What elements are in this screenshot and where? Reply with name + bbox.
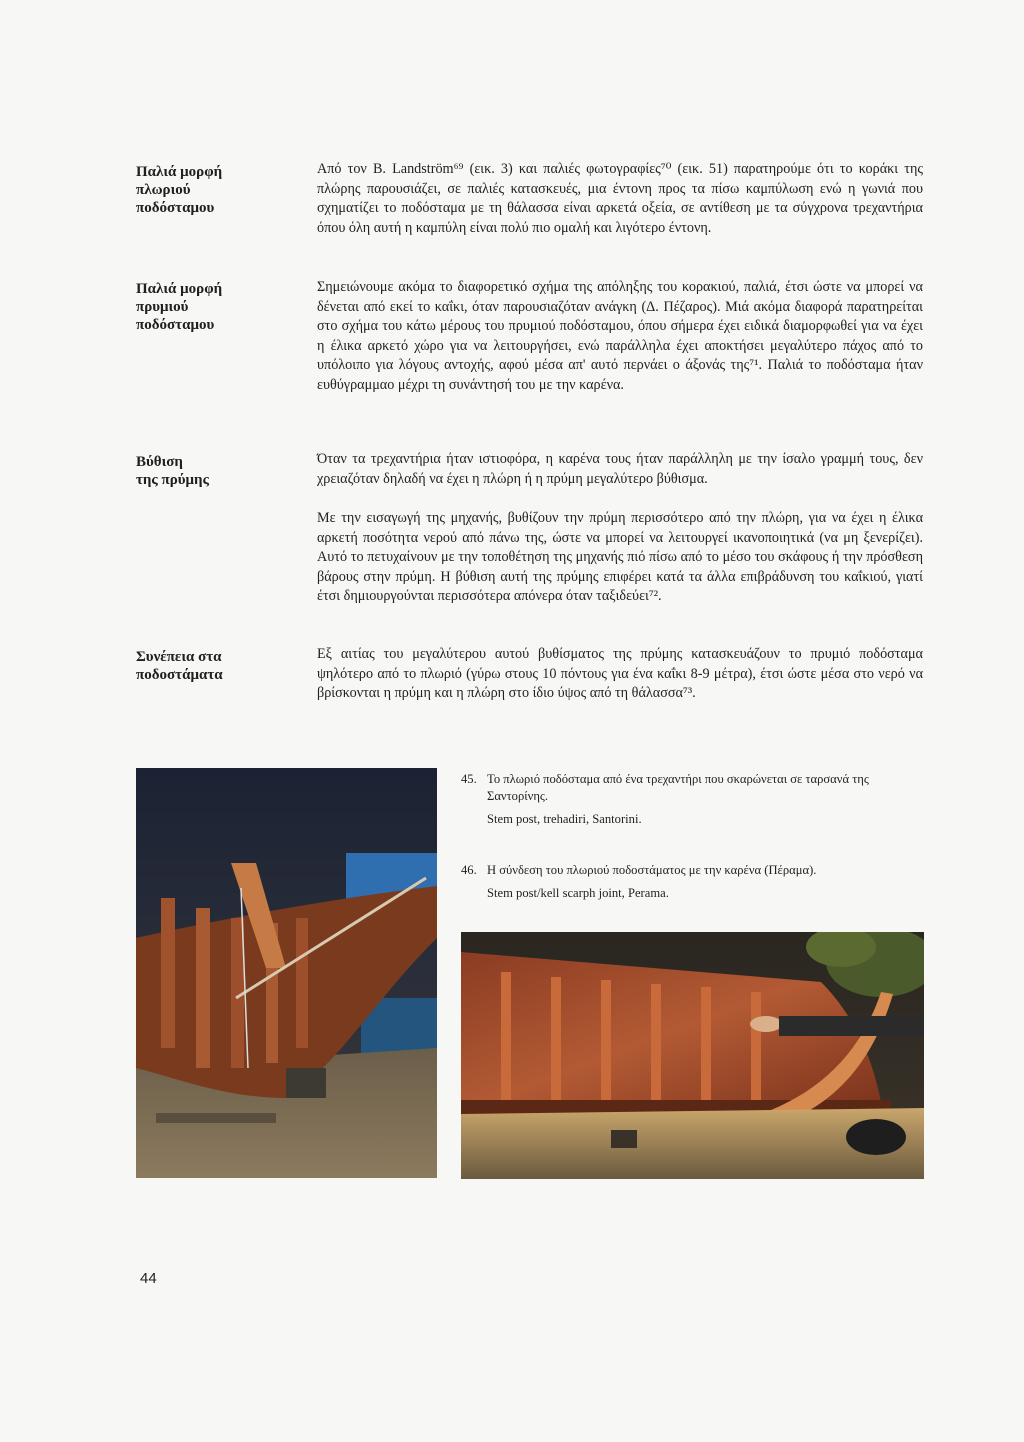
paragraph-1 bbox=[317, 160, 923, 238]
sidenote-stern-sinking bbox=[136, 453, 286, 489]
caption-english: Stem post/kell scarph joint, Perama. bbox=[487, 886, 669, 900]
caption-number: 46. bbox=[461, 863, 477, 877]
paragraph-3 bbox=[317, 450, 923, 489]
paragraph-5 bbox=[317, 645, 923, 704]
paragraph-text: Εξ αιτίας του μεγαλύτερου αυτού βυθίσματος της πρύμης κατασκευάζουν το πρυμιό ποδόσταμα ψηλότερο από το πλωριό (γύρω στους 10 πόντους για ένα καΐκι 8-9 μέτρα), έτσι ώστε μέσα στο νερό να βρίσκονται η πρύμη και η πλώρη στο ίδιο ύψος από τη θάλασσα⁷³. bbox=[317, 646, 923, 701]
sidenote-line: Παλιά μορφή bbox=[136, 281, 223, 297]
paragraph-2 bbox=[317, 278, 923, 395]
sidenote-old-bow-stem bbox=[136, 163, 286, 217]
caption-46 bbox=[461, 862, 931, 902]
photo-stem-keel-joint-perama bbox=[461, 932, 924, 1179]
sidenote-line: Συνέπεια στα bbox=[136, 649, 222, 665]
sidenote-line: της πρύμης bbox=[136, 472, 209, 488]
sidenote-line: πλωριού bbox=[136, 182, 191, 198]
caption-number: 45. bbox=[461, 772, 477, 786]
photo-stem-post-santorini bbox=[136, 768, 437, 1178]
paragraph-text: Όταν τα τρεχαντήρια ήταν ιστιοφόρα, η καρένα τους ήταν παράλληλη με την ίσαλο γραμμή τους, δεν χρειαζόταν δηλαδή να έχει η πλώρη ή η πρύμη μεγαλύτερο βύθισμα. bbox=[317, 451, 923, 487]
sidenote-line: Παλιά μορφή bbox=[136, 164, 223, 180]
caption-greek: Το πλωριό ποδόσταμα από ένα τρεχαντήρι που σκαρώνεται σε ταρσανά της Σαντορίνης. bbox=[487, 772, 869, 803]
sidenote-old-stern-stem bbox=[136, 280, 286, 334]
caption-greek: Η σύνδεση του πλωριού ποδοστάματος με την καρένα (Πέραμα). bbox=[487, 863, 817, 877]
sidenote-line: ποδόσταμου bbox=[136, 200, 215, 216]
sidenote-line: Βύθιση bbox=[136, 454, 183, 470]
sidenote-line: ποδόσταμου bbox=[136, 317, 215, 333]
paragraph-text: Με την εισαγωγή της μηχανής, βυθίζουν την πρύμη περισσότερο από την πλώρη, για να έχει η έλικα αρκετή ποσότητα νερού από πάνω της, ώστε να μπορεί να λειτουργεί ικανοποιητικά (να μη ξενερίζει). Αυτό το πετυχαίνουν με την τοποθέτηση της μηχανής πιό πίσω από το μέσο του σκάφους ή την πρόσθεση βάρους στην πρύμη. Η βύθιση αυτή της πρύμης επιφέρει κατά τα άλλα επιβράδυνση του καΐκιού, γιατί έτσι δημιουργούνται περισσότερα απόνερα όταν ταξιδεύει⁷². bbox=[317, 510, 923, 604]
caption-english: Stem post, trehadiri, Santorini. bbox=[487, 812, 642, 826]
photo-illustration bbox=[136, 768, 437, 1178]
sidenote-line: πρυμιού bbox=[136, 299, 189, 315]
paragraph-4 bbox=[317, 509, 923, 607]
photo-illustration bbox=[461, 932, 924, 1179]
paragraph-text: Σημειώνουμε ακόμα το διαφορετικό σχήμα της απόληξης του κορακιού, παλιά, έτσι ώστε να μπορεί να δένεται από εκεί το καΐκι, όταν παρουσιαζόταν ανάγκη (Δ. Πέζαρος). Μιά ακόμα διαφορά παρατηρείται στο σχήμα του κάτω μέρους του πρυμιού ποδόσταμου, όπου σήμερα έχει ειδικά διαμορφωθεί για να έχει η έλικα αρκετό χώρο για να λειτουργήσει, ενώ παράλληλα έχει αποκτήσει μεγαλύτερο πάχος από το υπόλοιπο για λόγους αντοχής, αφού μέσα απ' αυτό περνάει ο άξονάς της⁷¹. Παλιά το ποδόσταμα ήταν ευθύγραμμαο μέχρι τη συνάντησή του με την καρένα. bbox=[317, 279, 923, 393]
page-number: 44 bbox=[140, 1270, 157, 1287]
paragraph-text: Από τον Β. Landström⁶⁹ (εικ. 3) και παλιές φωτογραφίες⁷⁰ (εικ. 51) παρατηρούμε ότι το κοράκι της πλώρης παρουσιάζει, σε παλιές κατασκευές, μια έντονη προς τα πίσω καμπύλωση ενώ η γωνιά που σχηματίζει το ποδόσταμα με τη θάλασσα είναι αρκετά οξεία, σε αντίθεση με τα σύγχρονα τρεχαντήρια όπου όλη αυτή η καμπύλη είναι πολύ πιο ομαλή και λιγότερο έντονη. bbox=[317, 161, 923, 236]
sidenote-consequence bbox=[136, 648, 286, 684]
caption-45 bbox=[461, 771, 931, 828]
sidenote-line: ποδοστάματα bbox=[136, 667, 223, 683]
